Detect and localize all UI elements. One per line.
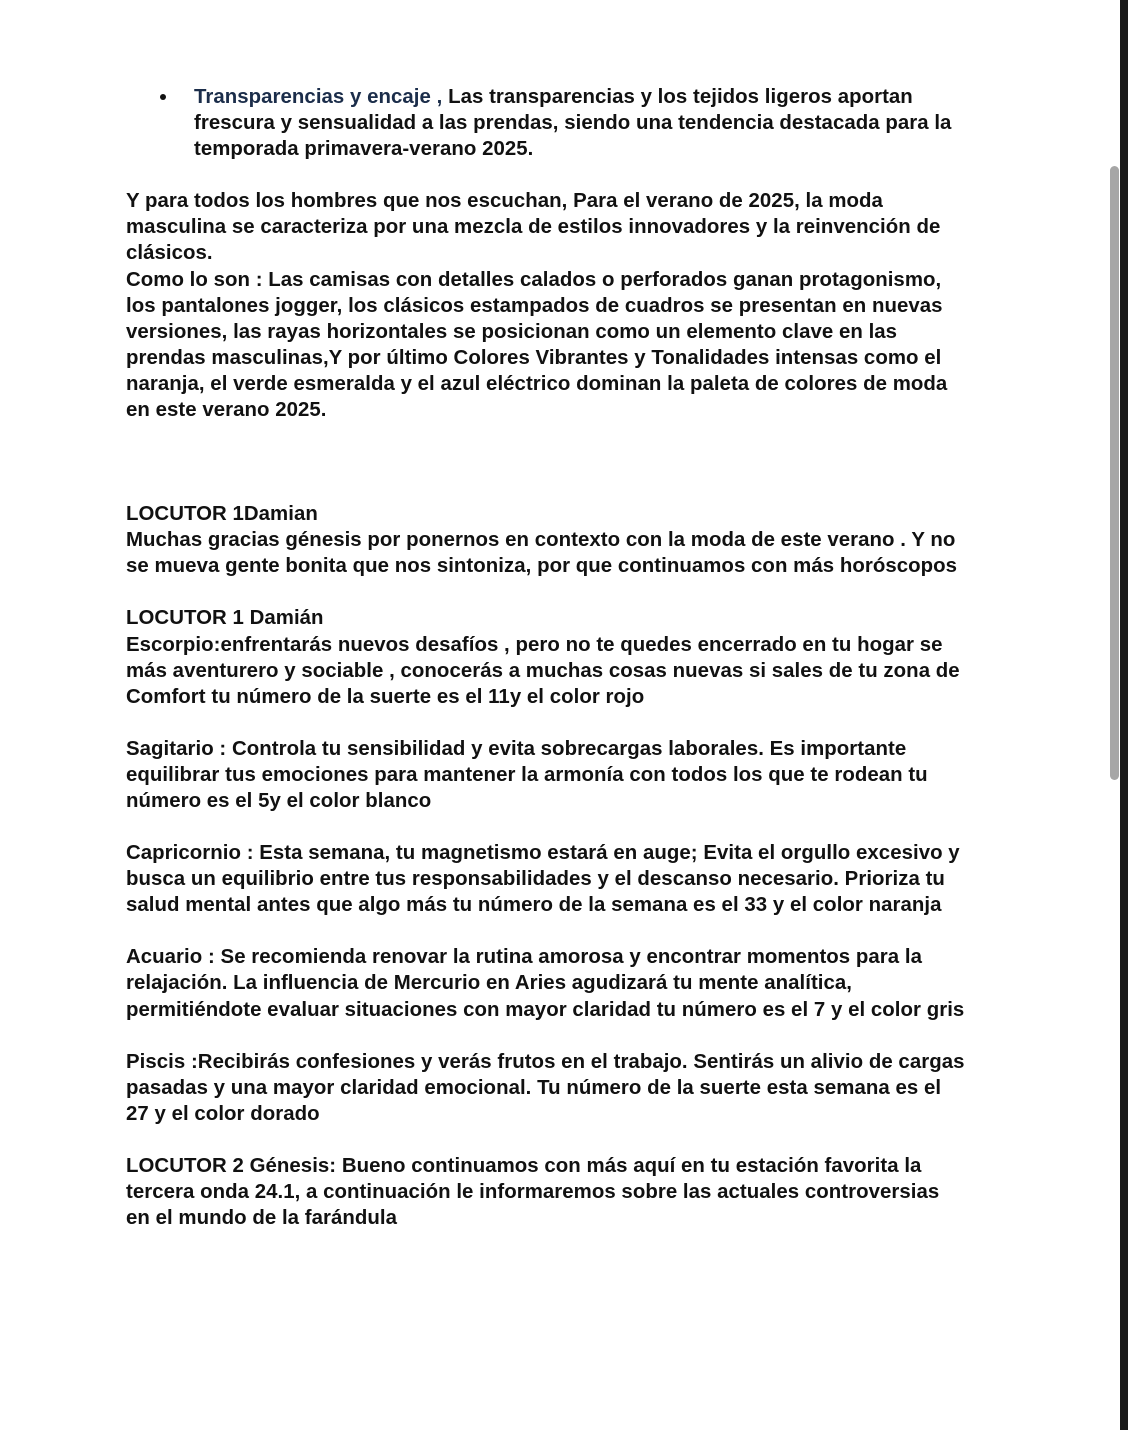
scrollbar-thumb[interactable] [1110, 166, 1119, 780]
window-edge [1120, 0, 1128, 1430]
bullet-highlight: Transparencias y encaje , [194, 86, 443, 108]
horoscope-capricornio: Capricornio : Esta semana, tu magnetismo estará en auge; Evita el orgullo excesivo y busca un equilibrio entre tus responsabilidades y el descanso necesario. Prioriza tu salud mental antes que algo más tu número de la semana es el 33 y el color naranja [126, 842, 960, 917]
bullet-dot-icon [160, 94, 166, 100]
men-fashion-intro: Y para todos los hombres que nos escuchan, Para el verano de 2025, la moda masculina se caracteriza por una mezcla de estilos innovadores y la reinvención de clásicos. [126, 190, 941, 265]
horoscope-acuario: Acuario : Se recomienda renovar la rutina amorosa y encontrar momentos para la relajación. La influencia de Mercurio en Aries agudizará tu mente analítica, permitiéndote evaluar situaciones con mayor claridad tu número es el 7 y el color gris [126, 946, 965, 1021]
speaker-label: LOCUTOR 1Damian [126, 503, 318, 526]
men-fashion-details: Como lo son : Las camisas con detalles calados o perforados ganan protagonismo, los pantalones jogger, los clásicos estampados de cuadros se presentan en nuevas versiones, las rayas horizontales se posicionan como un elemento clave en las prendas masculinas,Y por último Colores Vibrantes y Tonalidades intensas como el naranja, el verde esmeralda y el azul eléctrico dominan la paleta de colores de moda en este verano 2025. [126, 268, 948, 422]
bullet-list [126, 84, 966, 162]
speaker-genesis-text: LOCUTOR 2 Génesis: Bueno continuamos con más aquí en tu estación favorita la tercera onda 24.1, a continuación le informaremos sobre las actuales controversias en el mundo de la farándula [126, 1154, 940, 1230]
speaker-text: Muchas gracias génesis por ponernos en contexto con la moda de este verano . Y no se mueva gente bonita que nos sintoniza, por que continuamos con más horóscopos [126, 529, 958, 578]
horoscope-escorpio: Escorpio:enfrentarás nuevos desafíos , pero no te quedes encerrado en tu hogar se más aventurero y sociable , conocerás a muchas cosas nuevas si sales de tu zona de Comfort tu número de la suerte es el 11y el color rojo [126, 633, 960, 708]
bullet-item-transparencias [126, 84, 966, 162]
document-body [126, 84, 966, 1231]
horoscope-piscis: Piscis :Recibirás confesiones y verás frutos en el trabajo. Sentirás un alivio de cargas pasadas y una mayor claridad emocional. Tu número de la suerte esta semana es el 27 y el color dorado [126, 1050, 965, 1125]
speaker-label: LOCUTOR 1 Damián [126, 607, 324, 630]
bullet-text: Las transparencias y los tejidos ligeros aportan frescura y sensualidad a las prendas, siendo una tendencia destacada para la temporada primavera-verano 2025. [194, 86, 952, 161]
horoscope-sagitario: Sagitario : Controla tu sensibilidad y evita sobrecargas laborales. Es importante equilibrar tus emociones para mantener la armonía con todos los que te rodean tu número es el 5y el color blanco [126, 737, 928, 812]
